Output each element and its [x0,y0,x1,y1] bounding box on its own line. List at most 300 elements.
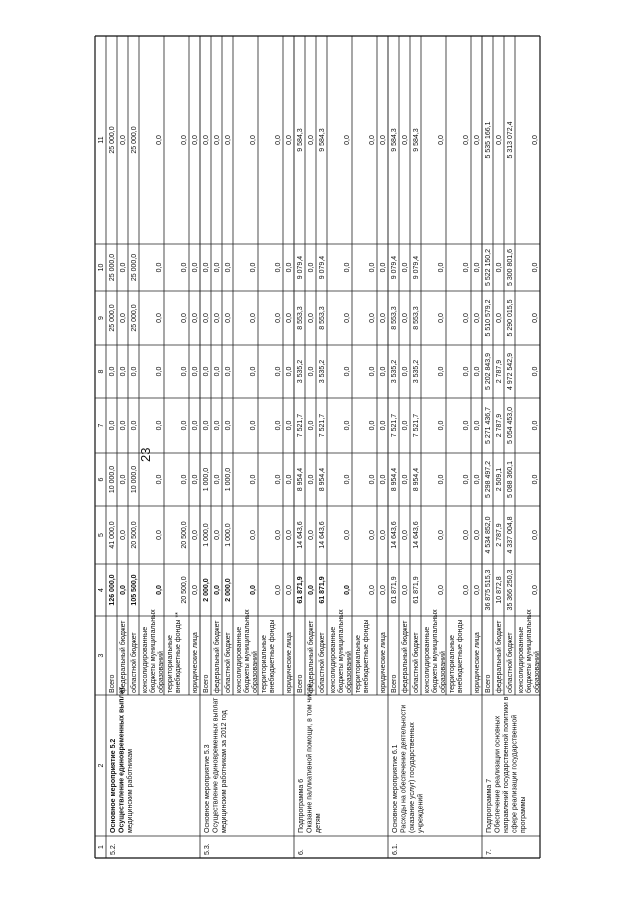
value-cell: 9 584,3 [297,128,304,152]
value-cell: 0,0 [120,420,127,431]
value-cell: 0,0 [225,135,232,145]
value-cell: 0,0 [344,420,351,431]
value-cell: 36 875 515,3 [485,569,492,611]
value-cell: 0,0 [214,313,221,323]
value-cell: 0,0 [203,135,210,145]
block-title: Осуществление единовременных выплат [212,697,220,833]
value-cell: 0,0 [120,262,127,273]
value-cell: 0,0 [463,366,470,377]
value-cell: 0,0 [380,474,387,485]
value-cell: 25 000,0 [131,253,138,282]
value-cell: 8 553,3 [319,306,326,330]
value-cell: 0,0 [286,474,293,485]
value-cell: 5 088 360,1 [507,461,514,498]
value-cell: 0,0 [192,585,199,595]
value-cell: 0,0 [120,135,127,145]
block-title: Основное мероприятие 5.2 [110,738,117,833]
value-cell: 0,0 [192,530,199,540]
value-cell: 8 553,3 [297,306,304,330]
row-label: юридические лица [474,632,481,693]
value-cell: 0,0 [474,585,481,595]
value-cell: 0,0 [496,135,503,145]
value-cell: 0,0 [344,313,351,323]
value-cell: 0,0 [131,366,138,377]
row-label: федеральный бюджет [496,620,503,693]
value-cell: 0,0 [369,530,376,540]
value-cell: 25 000,0 [109,253,116,282]
value-cell: 0,0 [120,313,127,323]
row-label: юридические лица [286,632,293,693]
value-cell: 0,0 [463,585,470,595]
value-cell: 0,0 [474,474,481,485]
column-header: 8 [98,369,105,374]
value-cell: 0,0 [402,420,409,431]
row-label: Всего [203,674,210,693]
block-title: (оказание услуг) государственных [409,722,416,833]
column-header: 3 [98,653,105,658]
value-cell: 0,0 [192,262,199,273]
value-cell: 0,0 [214,262,221,273]
value-cell: 0,0 [192,135,199,145]
value-cell: 0,0 [474,262,481,273]
value-cell: 0,0 [120,585,127,595]
value-cell: 0,0 [532,474,539,485]
value-cell: 0,0 [344,530,351,540]
value-cell: 0,0 [203,262,210,273]
row-label: консолидированные [518,626,525,693]
value-cell: 0,0 [156,474,163,485]
value-cell: 10 872,8 [496,576,503,604]
value-cell: 0,0 [120,530,127,540]
value-cell: 0,0 [286,420,293,431]
value-cell: 0,0 [203,313,210,323]
value-cell: 1 000,0 [225,523,232,547]
value-cell: 0,0 [308,530,315,540]
value-cell: 0,0 [380,313,387,323]
value-cell: 0,0 [402,313,409,323]
column-header: 2 [98,763,105,768]
value-cell: 0,0 [402,530,409,540]
value-cell: 0,0 [308,313,315,323]
value-cell: 0,0 [344,262,351,273]
value-cell: 10 000,0 [109,465,116,494]
row-label: федеральный бюджет [120,620,127,693]
row-label: юридические лица [380,632,387,693]
block-number: 6.1. [392,843,399,855]
block-title: Основное мероприятие 5.3 [204,744,211,833]
row-label: внебюджетные фонды [363,619,370,693]
block-title: учреждений [417,793,425,833]
value-cell: 25 000,0 [131,304,138,332]
value-cell: 126 000,0 [109,574,116,606]
value-cell: 0,0 [250,262,257,273]
value-cell: 0,0 [308,366,315,377]
row-label: консолидированные [424,626,431,693]
value-cell: 0,0 [369,313,376,323]
row-label: образований [346,651,353,693]
value-cell: 0,0 [380,420,387,431]
value-cell: 0,0 [275,474,282,485]
column-header: 4 [98,588,105,592]
value-cell: 14 643,6 [319,521,326,549]
row-label: областной бюджет [225,632,232,693]
value-cell: 2 787,9 [496,523,503,547]
value-cell: 0,0 [225,262,232,273]
value-cell: 0,0 [438,262,445,273]
value-cell: 0,0 [156,585,163,595]
value-cell: 0,0 [120,474,127,485]
value-cell: 35 366 250,3 [507,569,514,611]
column-header: 11 [98,136,105,144]
value-cell: 0,0 [214,585,221,595]
value-cell: 8 954,4 [297,467,304,492]
value-cell: 0,0 [402,262,409,273]
row-label: областной бюджет [131,632,138,693]
value-cell: 0,0 [532,313,539,323]
value-cell: 0,0 [286,262,293,273]
value-cell: 0,0 [402,366,409,377]
row-label: образований [440,651,447,693]
value-cell: 0,0 [402,585,409,595]
value-cell: 0,0 [214,530,221,540]
value-cell: 0,0 [369,262,376,273]
value-cell: 0,0 [438,420,445,431]
value-cell: 0,0 [181,262,188,273]
row-label: образований [252,651,259,693]
row-label: территориальные [167,635,174,693]
value-cell: 0,0 [463,313,470,323]
row-label: внебюджетные фонды [269,619,276,693]
block-number: 5.3. [204,843,211,855]
value-cell: 41 000,0 [109,521,116,549]
row-label: областной бюджет [413,632,420,693]
value-cell: 0,0 [250,420,257,431]
value-cell: 0,0 [225,366,232,377]
row-label: территориальные [261,635,268,693]
row-label: бюджеты муниципальных [432,609,439,693]
row-label: консолидированные [330,626,337,693]
value-cell: 2 787,9 [496,359,503,384]
row-label: федеральный бюджет [402,620,409,693]
value-cell: 8 954,4 [319,467,326,492]
value-cell: 5 290 015,5 [507,299,514,337]
value-cell: 0,0 [474,420,481,431]
value-cell: 0,0 [156,262,163,273]
value-cell: 2 000,0 [203,578,210,602]
row-label: областной бюджет [507,632,514,693]
value-cell: 0,0 [369,135,376,145]
block-title: направлений государственной политики в [503,696,510,833]
value-cell: 0,0 [120,366,127,377]
value-cell: 25 000,0 [109,304,116,332]
value-cell: 0,0 [308,474,315,485]
value-cell: 3 535,2 [391,359,398,384]
value-cell: 0,0 [463,420,470,431]
value-cell: 0,0 [192,366,199,377]
value-cell: 10 000,0 [131,465,138,494]
page-number: 23 [138,447,153,462]
row-label: Всего [297,674,304,693]
row-label: Всего [391,674,398,693]
value-cell: 2 000,0 [225,578,232,602]
block-number: 7. [486,849,493,855]
value-cell: 0,0 [214,474,221,485]
value-cell: 0,0 [474,366,481,377]
value-cell: 0,0 [380,366,387,377]
value-cell: 0,0 [275,585,282,595]
value-cell: 1 000,0 [203,523,210,547]
value-cell: 0,0 [344,366,351,377]
value-cell: 3 535,2 [297,359,304,384]
value-cell: 14 643,6 [413,521,420,549]
value-cell: 0,0 [474,530,481,540]
block-title: Осуществление единовременных выплат [118,686,126,833]
value-cell: 0,0 [181,420,188,431]
value-cell: 0,0 [250,366,257,377]
value-cell: 9 079,4 [319,255,326,280]
value-cell: 4 337 004,8 [507,516,514,554]
value-cell: 14 643,6 [391,521,398,549]
row-label: Всего [485,674,492,693]
value-cell: 0,0 [496,313,503,323]
value-cell: 0,0 [438,313,445,323]
value-cell: 0,0 [181,313,188,323]
value-cell: 5 535 166,1 [485,121,492,159]
value-cell: 1 000,0 [203,467,210,492]
value-cell: 0,0 [308,262,315,273]
value-cell: 5 300 801,6 [507,249,514,286]
column-header: 10 [98,263,105,272]
value-cell: 0,0 [275,366,282,377]
value-cell: 0,0 [438,474,445,485]
value-cell: 14 643,6 [297,521,304,549]
value-cell: 5 054 453,0 [507,407,514,444]
value-cell: 0,0 [474,313,481,323]
column-header: 5 [98,533,105,537]
block-title: Расходы на обеспечение деятельности [400,704,408,833]
row-label: юридические лица [192,632,199,693]
value-cell: 0,0 [474,135,481,145]
value-cell: 0,0 [286,366,293,377]
block-title: медицинским работникам [127,749,134,833]
value-cell: 2 787,9 [496,413,503,438]
value-cell: 9 584,3 [391,128,398,152]
row-label: бюджеты муниципальных [150,609,157,693]
value-cell: 61 871,9 [391,576,398,604]
value-cell: 8 553,3 [391,306,398,330]
value-cell: 0,0 [203,366,210,377]
value-cell: 0,0 [438,366,445,377]
value-cell: 0,0 [344,474,351,485]
value-cell: 7 521,7 [319,413,326,438]
value-cell: 5 202 843,9 [485,353,492,390]
value-cell: 0,0 [532,530,539,540]
column-header: 1 [98,845,105,849]
row-label: бюджеты муниципальных [338,609,345,693]
value-cell: 5 522 150,2 [485,249,492,286]
value-cell: 0,0 [156,313,163,323]
value-cell: 0,0 [275,135,282,145]
value-cell: 0,0 [286,585,293,595]
value-cell: 5 510 579,2 [485,299,492,337]
value-cell: 0,0 [532,135,539,145]
value-cell: 0,0 [192,474,199,485]
value-cell: 0,0 [369,366,376,377]
row-label: образований [534,651,541,693]
value-cell: 3 535,2 [319,359,326,384]
column-header: 6 [98,477,105,482]
value-cell: 0,0 [275,420,282,431]
row-label: бюджеты муниципальных [244,609,251,693]
block-title: детям [315,813,322,833]
value-cell: 0,0 [463,530,470,540]
value-cell: 0,0 [344,135,351,145]
value-cell: 0,0 [156,420,163,431]
value-cell: 0,0 [181,135,188,145]
value-cell: 0,0 [463,474,470,485]
value-cell: 9 079,4 [297,255,304,280]
value-cell: 7 521,7 [391,413,398,438]
row-label: консолидированные [142,626,149,693]
row-label: федеральный бюджет [214,620,221,693]
value-cell: 0,0 [463,262,470,273]
value-cell: 0,0 [286,530,293,540]
row-label: областной бюджет [319,632,326,693]
row-label: консолидированные [236,626,243,693]
value-cell: 0,0 [532,262,539,273]
value-cell: 20 500,0 [181,576,188,604]
value-cell: 0,0 [438,135,445,145]
value-cell: 0,0 [532,366,539,377]
value-cell: 0,0 [369,585,376,595]
value-cell: 61 871,9 [413,576,420,604]
value-cell: 5 313 072,4 [507,121,514,159]
block-title: Подпрограмма 6 [298,778,305,833]
value-cell: 0,0 [380,585,387,595]
value-cell: 20 500,0 [131,521,138,549]
value-cell: 0,0 [286,313,293,323]
value-cell: 0,0 [369,420,376,431]
value-cell: 0,0 [369,474,376,485]
value-cell: 0,0 [203,420,210,431]
block-title: Оказание паллиативной помощи, в том числе [306,683,314,833]
value-cell: 0,0 [250,313,257,323]
block-number: 5.2. [110,843,117,855]
row-label: Всего [109,674,116,693]
value-cell: 61 871,9 [297,576,304,604]
value-cell: 0,0 [308,420,315,431]
value-cell: 0,0 [308,585,315,595]
value-cell: 0,0 [402,135,409,145]
value-cell: 0,0 [275,530,282,540]
value-cell: 0,0 [156,366,163,377]
value-cell: 8 954,4 [413,467,420,492]
value-cell: 0,0 [496,262,503,273]
value-cell: 0,0 [532,585,539,595]
budget-table [95,36,541,858]
value-cell: 1 000,0 [225,467,232,492]
value-cell: 25 000,0 [131,126,138,154]
value-cell: 0,0 [402,474,409,485]
block-title: Основное мероприятие 6.1 [392,744,399,833]
row-label: внебюджетные фонды [457,619,464,693]
value-cell: 0,0 [250,474,257,485]
column-header: 9 [98,316,105,320]
row-label: внебюджетные фонды ** [175,612,182,693]
value-cell: 0,0 [380,262,387,273]
value-cell: 0,0 [156,135,163,145]
value-cell: 61 871,9 [319,576,326,604]
value-cell: 20 500,0 [181,521,188,549]
value-cell: 0,0 [344,585,351,595]
value-cell: 0,0 [308,135,315,145]
value-cell: 0,0 [109,366,116,377]
value-cell: 0,0 [214,420,221,431]
row-label: федеральный бюджет [308,620,315,693]
value-cell: 9 079,4 [413,255,420,280]
value-cell: 0,0 [181,474,188,485]
value-cell: 0,0 [109,420,116,431]
block-title: Подпрограмма 7 [486,778,493,833]
value-cell: 0,0 [463,135,470,145]
value-cell: 0,0 [192,420,199,431]
value-cell: 0,0 [214,135,221,145]
value-cell: 9 079,4 [391,255,398,280]
value-cell: 5 271 436,7 [485,407,492,444]
value-cell: 0,0 [380,135,387,145]
value-cell: 0,0 [225,420,232,431]
block-title: медицинским работникам за 2012 год [221,710,228,833]
block-number: 6. [298,849,305,855]
value-cell: 9 584,3 [413,128,420,152]
value-cell: 0,0 [131,420,138,431]
value-cell: 4 972 542,9 [507,353,514,390]
block-title: Обеспечение реализации основных [494,715,502,833]
value-cell: 0,0 [275,262,282,273]
value-cell: 4 534 852,0 [485,516,492,554]
value-cell: 0,0 [214,366,221,377]
value-cell: 0,0 [250,135,257,145]
value-cell: 0,0 [225,313,232,323]
value-cell: 2 509,1 [496,467,503,492]
value-cell: 0,0 [532,420,539,431]
value-cell: 0,0 [275,313,282,323]
value-cell: 0,0 [438,585,445,595]
value-cell: 105 500,0 [131,574,138,606]
value-cell: 5 298 497,2 [485,461,492,498]
value-cell: 8 553,3 [413,306,420,330]
value-cell: 0,0 [181,366,188,377]
column-header: 7 [98,423,105,428]
value-cell: 9 584,3 [319,128,326,152]
value-cell: 8 954,4 [391,467,398,492]
value-cell: 0,0 [438,530,445,540]
block-title: сфере реализации государственной [511,714,519,833]
value-cell: 7 521,7 [413,413,420,438]
value-cell: 0,0 [380,530,387,540]
row-label: территориальные [355,635,362,693]
value-cell: 25 000,0 [109,126,116,154]
value-cell: 0,0 [286,135,293,145]
value-cell: 7 521,7 [297,413,304,438]
block-title: программы [520,796,527,833]
row-label: территориальные [449,635,456,693]
row-label: бюджеты муниципальных [526,609,533,693]
value-cell: 0,0 [156,530,163,540]
value-cell: 0,0 [250,530,257,540]
value-cell: 0,0 [250,585,257,595]
row-label: образований [158,651,165,693]
